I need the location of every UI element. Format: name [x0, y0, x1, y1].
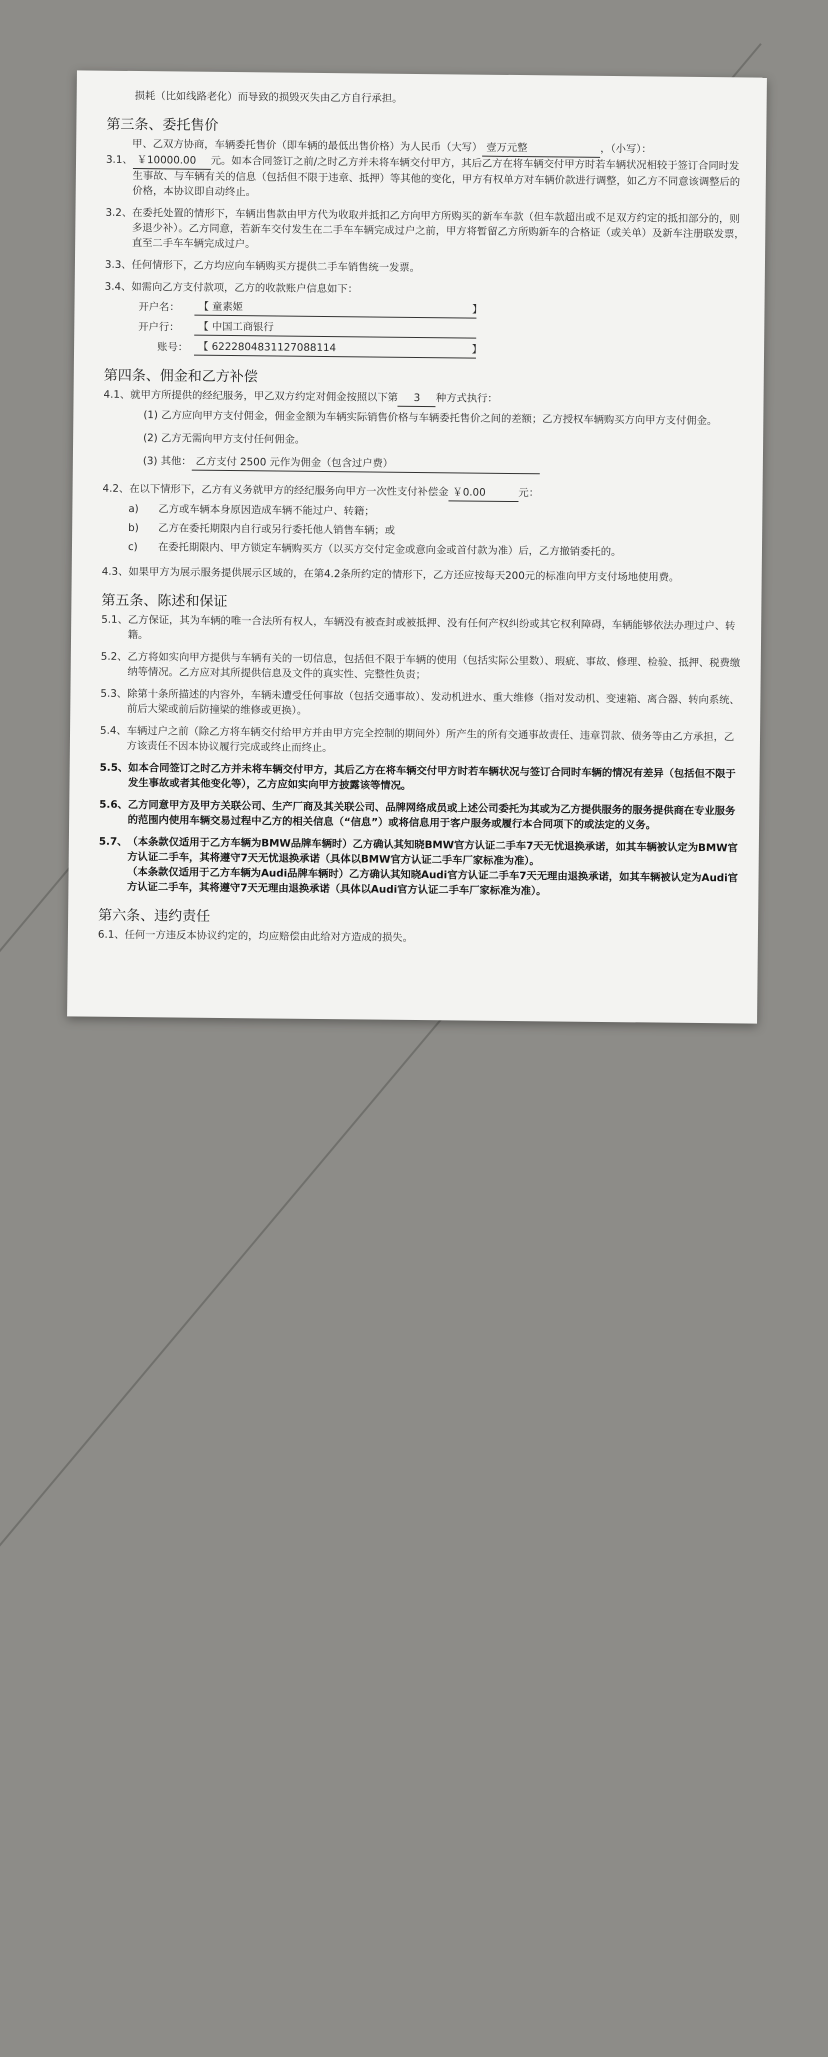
option-3-label: (3) 其他：: [142, 455, 192, 468]
clause-number: 5.6、: [99, 798, 128, 811]
option-3: [143, 454, 743, 476]
clause-text-suffix: 元：: [518, 487, 540, 500]
clause-number: 4.1、: [103, 388, 131, 401]
clause-3-2: [105, 206, 745, 258]
clause-number: 5.5、: [99, 761, 129, 774]
bank-text: 中国工商银行: [211, 320, 274, 334]
clause-4-1: [103, 388, 743, 411]
page-content: [98, 89, 747, 957]
clause-number: 4.3、: [101, 565, 129, 578]
account-value: 【 6222804831127088114 】: [194, 340, 476, 359]
clause-5-1: [101, 613, 741, 650]
option-choice: 3: [398, 391, 436, 407]
clause-3-1: [106, 153, 746, 206]
clause-number: 5.4、: [99, 724, 127, 737]
account-row: [138, 339, 744, 361]
clause-number: 5.7、: [98, 835, 128, 848]
bank-label: 开户行：: [138, 320, 180, 334]
payee-name-label: 开户名：: [138, 300, 180, 314]
clause-5-6: [99, 798, 739, 835]
condition-text: 乙方或车辆本身原因造成车辆不能过户、转籍；: [158, 503, 375, 518]
clause-text: 车辆过户之前（除乙方将车辆交付给甲方并由甲方完全控制的期间外）所产生的所有交通事故责任、违章罚款、债务等由乙方承担，乙方该责任不因本协议履行完成或终止而终止。: [126, 724, 735, 755]
clause-text: 在委托处置的情形下，车辆出售款由甲方代为收取并抵扣乙方向甲方所购买的新车车款（但车款超出或不足双方约定的抵扣部分的，则多退少补）。乙方同意，若新车交付发生在二手车车辆完成过户之前，甲方将暂留乙方所购新车的合格证（或关单）及新车注册联发票，直至二手车车辆完成过户。: [131, 206, 745, 251]
clause-3-3: [105, 258, 745, 280]
section-6-heading: 第六条、违约责任: [98, 907, 211, 925]
clause-number: 5.1、: [101, 613, 128, 626]
clause-text: 如果甲方为展示服务提供展示区域的，在第4.2条所约定的情形下，乙方还应按每天200元的标准向甲方支付场地使用费。: [128, 565, 680, 584]
price-in-figures: ￥10000.00: [133, 153, 211, 170]
floor-tile-seam: [0, 983, 472, 2057]
clause-number: 3.3、: [104, 258, 132, 271]
clause-number: 3.1、: [105, 153, 133, 167]
account-label: 账号：: [157, 340, 189, 354]
bank-row: [138, 319, 744, 341]
clause-number: 3.2、: [105, 206, 133, 219]
condition-b: [128, 521, 742, 542]
condition-c: [128, 540, 742, 561]
clause-6-1: [98, 928, 738, 950]
clause-5-5: [99, 761, 739, 798]
condition-text: 在委托期限内、甲方锁定车辆购买方（以买方交付定金或意向金或首付款为准）后，乙方撤销委托的。: [157, 541, 622, 559]
clause-text: 就甲方所提供的经纪服务，甲乙双方约定对佣金按照以下第: [130, 388, 399, 404]
section-5-heading: 第五条、陈述和保证: [101, 592, 228, 611]
payee-name-row: [138, 299, 744, 321]
section-3-heading: 第三条、委托售价: [106, 116, 219, 134]
clause-text: 乙方保证，其为车辆的唯一合法所有权人，车辆没有被查封或被抵押、没有任何产权纠纷或其它权利障碍，车辆能够依法办理过户、转籍。: [127, 613, 736, 642]
clause-text-audi: （本条款仅适用于乙方车辆为Audi品牌车辆时）乙方确认其知晓Audi官方认证二手车7天无理由退换承诺，如其车辆被认定为Audi官方认证二手车，其将遵守7天无理由退换承诺（具体以Audi官方认证二手车厂家标准为准）。: [126, 865, 739, 898]
price-in-words: 壹万元整: [482, 141, 600, 158]
contract-page: [67, 70, 767, 1023]
option-1: (1) 乙方应向甲方支付佣金，佣金金额为车辆实际销售价格与车辆委托售价之间的差额；乙方授权车辆购买方向甲方支付佣金。: [143, 409, 718, 428]
clause-text: 在以下情形下，乙方有义务就甲方的经纪服务向甲方一次性支付补偿金: [129, 482, 449, 499]
condition-text: 乙方在委托期限内自行或另行委托他人销售车辆；或: [158, 522, 396, 537]
clause-text: 任何一方违反本协议约定的，均应赔偿由此给对方造成的损失。: [124, 928, 413, 944]
clause-text: 如需向乙方支付款项，乙方的收款账户信息如下：: [131, 280, 358, 296]
compensation-amount: ￥0.00: [448, 485, 518, 502]
account-number-text: 6222804831127088114: [211, 340, 337, 355]
clause-text: 任何情形下，乙方均应向车辆购买方提供二手车销售统一发票。: [131, 258, 420, 275]
clause-text: 除第十条所描述的内容外，车辆未遭受任何事故（包括交通事故）、发动机进水、重大维修（指对发动机、变速箱、离合器、转向系统、前后大梁或前后防撞梁的维修或更换）。: [126, 687, 740, 717]
clause-5-2: [101, 650, 741, 687]
clause-number: 4.2、: [102, 482, 130, 495]
condition-key: b): [128, 521, 139, 535]
clause-number: 5.3、: [100, 687, 128, 700]
option-3-value: 乙方支付 2500 元作为佣金（包含过户费）: [192, 455, 540, 475]
payee-name-value: 【 童素姬 】: [194, 300, 476, 319]
clause-4-2: [102, 482, 742, 505]
payee-name-text: 童素姬: [212, 300, 244, 314]
clause-5-4: [100, 724, 740, 761]
option-2: (2) 乙方无需向甲方支付任何佣金。: [143, 432, 306, 446]
clause-5-7: [98, 835, 739, 902]
clause-3-4: [105, 280, 745, 302]
section-3-lead-suffix: ，（小写）：: [600, 142, 652, 156]
clause-text: 乙方将如实向甲方提供与车辆有关的一切信息，包括但不限于车辆的使用（包括实际公里数）、瑕疵、事故、修理、检验、抵押、税费缴纳等情况。乙方应对其所提供信息及文件的真实性、完整性负责；: [127, 650, 741, 682]
section-4-heading: 第四条、佣金和乙方补偿: [103, 367, 258, 386]
condition-a: [128, 502, 742, 523]
condition-key: a): [128, 502, 139, 516]
clause-text: 乙方同意甲方及甲方关联公司、生产厂商及其关联公司、品牌网络成员或上述公司委托为其或为乙方提供服务的服务提供商在专业服务的范围内使用车辆交易过程中乙方的相关信息（“信息”）或将信息用于客户服务或履行本合同项下的或法定的义务。: [127, 798, 736, 832]
clause-number: 3.4、: [104, 280, 132, 293]
section-3-lead-text: 甲、乙双方协商，车辆委托售价（即车辆的最低出售价格）为人民币（大写）: [132, 137, 483, 154]
clause-text-bmw: （本条款仅适用于乙方车辆为BMW品牌车辆时）乙方确认其知晓BMW官方认证二手车7天无忧退换承诺，如其车辆被认定为BMW官方认证二手车，其将遵守7天无忧退换承诺（具体以BMW官方认证二手车厂家标准为准）。: [127, 835, 738, 868]
clause-4-3: [102, 565, 742, 587]
clause-text: 如本合同签订之时乙方并未将车辆交付甲方，其后乙方在将车辆交付甲方时若车辆状况与签订合同时车辆的情况有差异（包括但不限于发生事故或者其他变化等），乙方应如实向甲方披露该等情况。: [127, 761, 736, 792]
intro-line: 损耗（比如线路老化）而导致的损毁灭失由乙方自行承担。: [134, 90, 403, 105]
clause-number: 6.1、: [97, 928, 125, 941]
clause-5-3: [100, 687, 740, 724]
condition-key: c): [127, 540, 138, 554]
bank-value: 【 中国工商银行: [194, 320, 476, 339]
clause-text-suffix: 种方式执行：: [435, 392, 498, 405]
clause-number: 5.2、: [100, 650, 128, 663]
clause-text: 元。如本合同签订之前/之时乙方并未将车辆交付甲方，其后乙方在将车辆交付甲方时若车辆状况相较于签订合同时发生事故、与车辆有关的信息（包括但不限于违章、抵押）等其他的变化，甲方有权单方对车辆价款进行调整，如乙方不同意该调整后的价格，本协议即自动终止。: [132, 154, 741, 199]
